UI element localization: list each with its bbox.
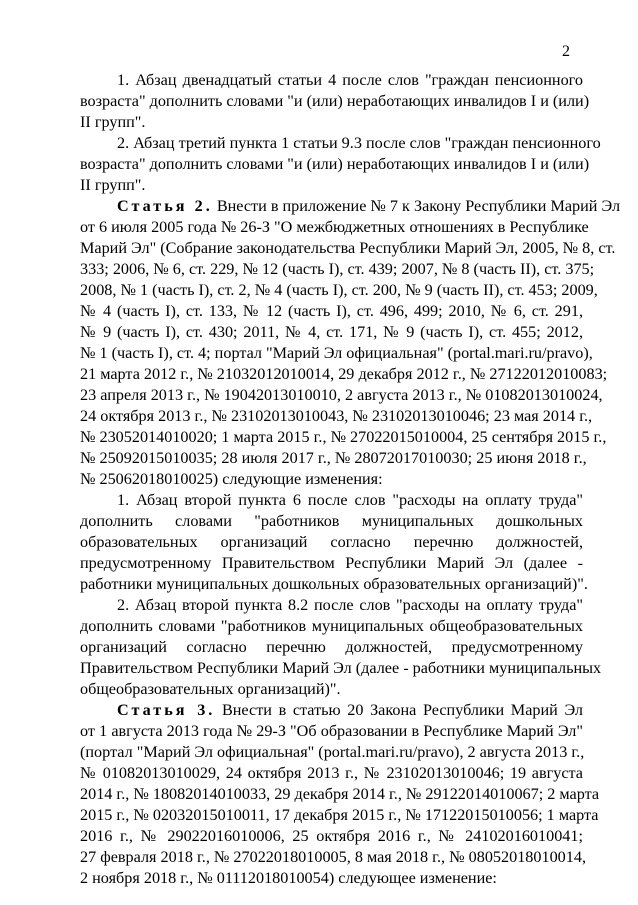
line-text: 2016 г., № 29022016010006, 25 октября 2016 г., № 24102016010041; (80, 827, 583, 845)
line-text: № 01082013010029, 24 октября 2013 г., № 23102013010046; 19 августа (80, 764, 583, 782)
article-heading: Статья 3. (117, 701, 216, 719)
text-line-21 (117, 491, 583, 510)
text-line-9 (80, 239, 616, 258)
line-text: от 6 июля 2005 года № 26-З "О межбюджетных отношениях в Республике (80, 218, 589, 236)
text-line-25 (80, 575, 588, 594)
text-line-6 (80, 176, 583, 195)
line-text: № 25062018010025) следующие изменения: (80, 470, 383, 488)
line-text: № 25092015010035; 28 июля 2017 г., № 28072017010030; 25 июня 2018 г., (80, 449, 587, 467)
line-text: № 1 (часть I), ст. 4; портал "Марий Эл официальная" (portal.mari.ru/pravo), (80, 344, 593, 362)
article-heading: Статья 2. (117, 197, 213, 215)
line-text: 2008, № 1 (часть I), ст. 2, № 4 (часть I), ст. 200, № 9 (часть II), ст. 453; 2009, (80, 281, 598, 299)
line-text: 2 ноября 2018 г., № 01112018010054) следующее изменение: (80, 869, 497, 887)
text-line-29 (80, 659, 602, 678)
text-line-27 (80, 617, 583, 636)
text-line-2 (80, 92, 590, 111)
line-text: II групп". (80, 113, 146, 131)
text-line-12 (80, 302, 583, 321)
text-line-30 (80, 680, 583, 699)
line-text: предусмотренному Правительством Республики Марий Эл (далее - (80, 554, 583, 572)
line-text: 27 февраля 2018 г., № 27022018010005, 8 мая 2018 г., № 08052018010014, (80, 848, 586, 866)
line-text: 2014 г., № 18082014010033, 29 декабря 2014 г., № 29122014010067; 2 марта (80, 785, 600, 803)
text-line-14 (80, 344, 593, 363)
line-text: № 23052014010020; 1 марта 2015 г., № 27022015010004, 25 сентября 2015 г., (80, 428, 607, 446)
line-text: 2. Абзац второй пункта 8.2 после слов "расходы на оплату труда" (117, 596, 583, 614)
line-text: от 1 августа 2013 года № 29-З "Об образовании в Республике Марий Эл" (80, 722, 583, 740)
text-line-38 (80, 848, 586, 867)
text-line-36 (80, 806, 599, 825)
text-line-32 (80, 722, 583, 741)
line-text: возраста" дополнить словами "и (или) неработающих инвалидов I и (или) (80, 155, 590, 173)
line-text: общеобразовательных организаций)". (80, 680, 341, 698)
text-line-26 (117, 596, 583, 615)
text-line-4 (117, 134, 601, 153)
text-line-37 (80, 827, 583, 846)
line-text: образовательных организаций согласно перечню должностей, (80, 533, 583, 551)
text-line-39 (80, 869, 583, 888)
line-text: 2. Абзац третий пункта 1 статьи 9.3 после слов "граждан пенсионного (117, 134, 601, 152)
line-text: 2015 г., № 02032015010011, 17 декабря 2015 г., № 17122015010056; 1 марта (80, 806, 599, 824)
line-text: 23 апреля 2013 г., № 19042013010010, 2 августа 2013 г., № 01082013010024, (80, 386, 603, 404)
line-text: дополнить словами "работников муниципальных общеобразовательных (80, 617, 583, 635)
line-text: 1. Абзац двенадцатый статьи 4 после слов "граждан пенсионного (117, 71, 583, 89)
line-text: возраста" дополнить словами "и (или) неработающих инвалидов I и (или) (80, 92, 590, 110)
line-text: № 4 (часть I), ст. 133, № 12 (часть I), ст. 496, 499; 2010, № 6, ст. 291, (80, 302, 583, 320)
text-line-31 (117, 701, 583, 720)
line-text: 1. Абзац второй пункта 6 после слов "расходы на оплату труда" (117, 491, 583, 509)
text-line-33 (80, 743, 583, 762)
text-line-34 (80, 764, 583, 783)
text-line-15 (80, 365, 608, 384)
text-line-16 (80, 386, 603, 405)
line-text: № 9 (часть I), ст. 430; 2011, № 4, ст. 171, № 9 (часть I), ст. 455; 2012, (80, 323, 583, 341)
page-number: 2 (562, 43, 570, 60)
line-text: Внести в статью 20 Закона Республики Марий Эл (215, 701, 583, 719)
text-line-20 (80, 470, 583, 489)
line-text: Правительством Республики Марий Эл (далее - работники муниципальных (80, 659, 602, 677)
line-text: дополнить словами "работников муниципальных дошкольных (80, 512, 583, 530)
line-text: 21 марта 2012 г., № 21032012010014, 29 декабря 2012 г., № 27122012010083; (80, 365, 608, 383)
text-line-5 (80, 155, 590, 174)
line-text: 24 октября 2013 г., № 23102013010043, № 23102013010046; 23 мая 2014 г., (80, 407, 593, 425)
text-line-1 (117, 71, 583, 90)
text-line-19 (80, 449, 587, 468)
text-line-7 (117, 197, 621, 216)
text-line-18 (80, 428, 607, 447)
line-text: организаций согласно перечню должностей, предусмотренному (80, 638, 583, 656)
text-line-13 (80, 323, 583, 342)
text-line-24 (80, 554, 583, 573)
text-line-35 (80, 785, 600, 804)
line-text: (портал "Марий Эл официальная" (portal.mari.ru/pravo), 2 августа 2013 г., (80, 743, 585, 761)
line-text: II групп". (80, 176, 146, 194)
text-line-28 (80, 638, 583, 657)
text-line-3 (80, 113, 583, 132)
text-line-10 (80, 260, 595, 279)
line-text: работники муниципальных дошкольных образовательных организаций)". (80, 575, 588, 593)
text-line-22 (80, 512, 583, 531)
text-line-11 (80, 281, 598, 300)
line-text: 333; 2006, № 6, ст. 229, № 12 (часть I), ст. 439; 2007, № 8 (часть II), ст. 375; (80, 260, 595, 278)
text-line-8 (80, 218, 589, 237)
line-text: Марий Эл" (Собрание законодательства Республики Марий Эл, 2005, № 8, ст. (80, 239, 616, 257)
line-text: Внести в приложение № 7 к Закону Республики Марий Эл (212, 197, 621, 215)
text-line-23 (80, 533, 583, 552)
text-line-17 (80, 407, 593, 426)
